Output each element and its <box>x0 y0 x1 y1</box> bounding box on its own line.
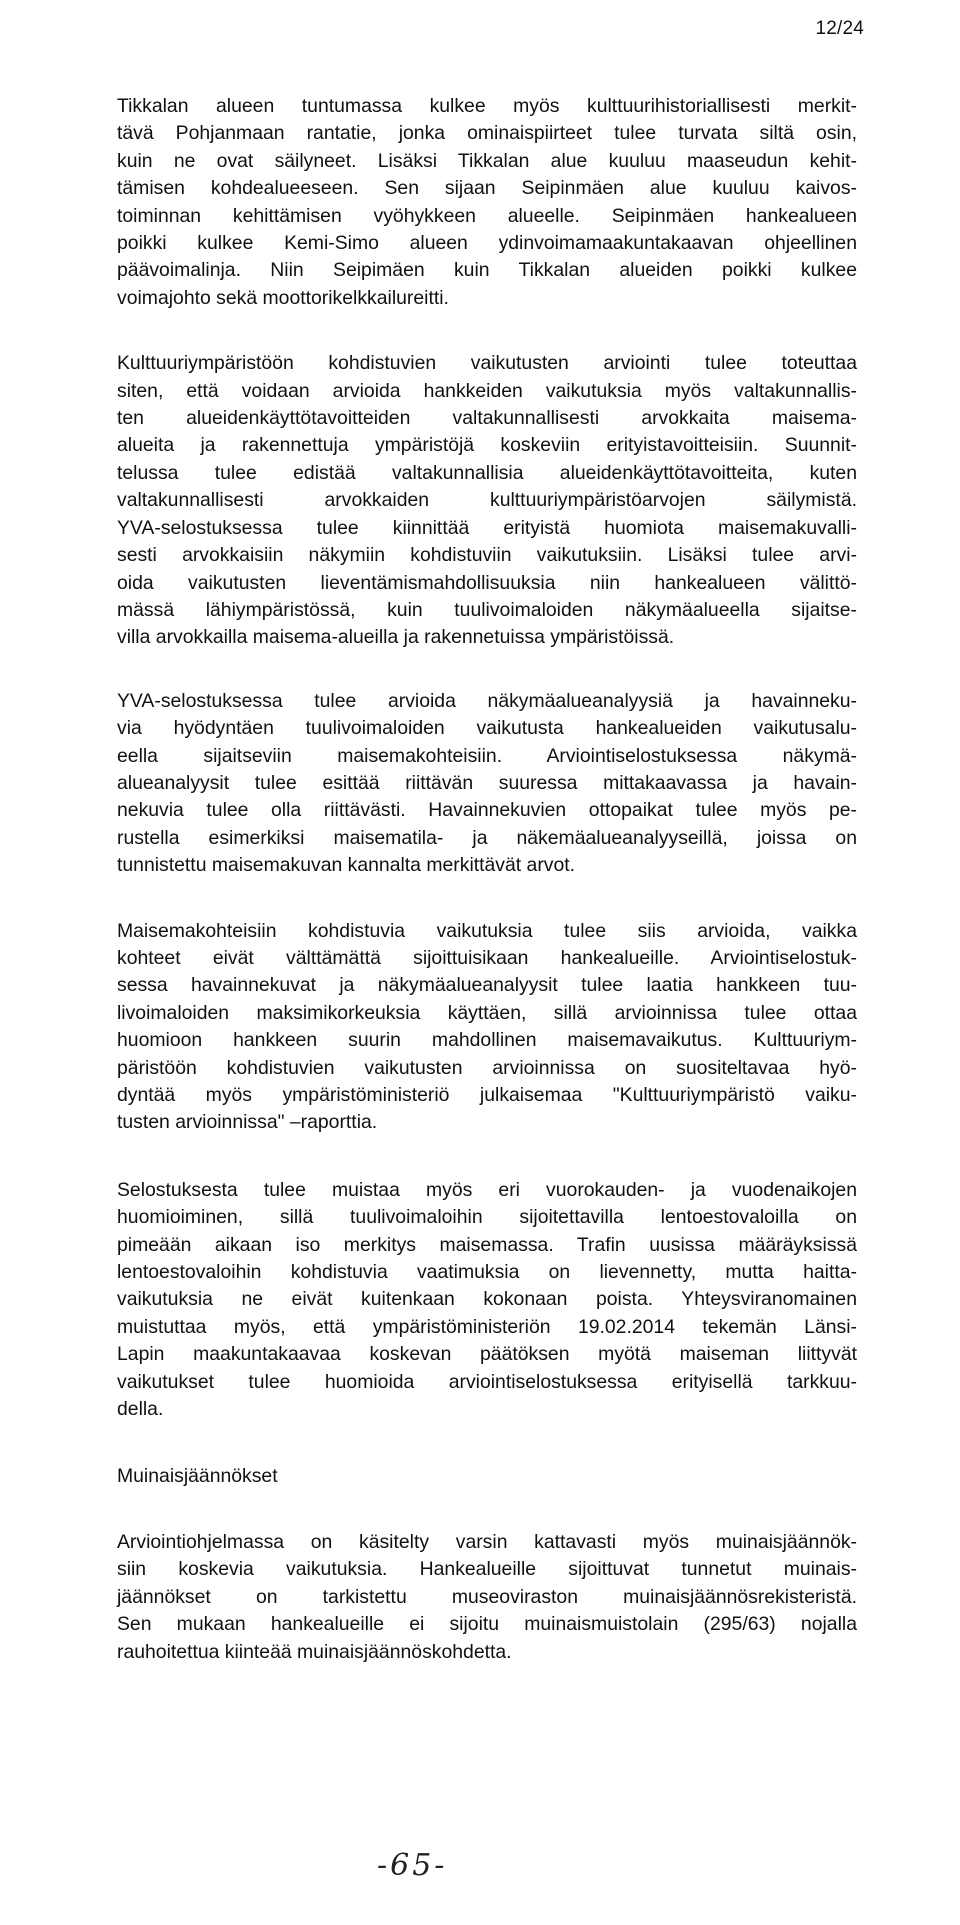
text-line: nekuvia tulee olla riittävästi. Havainnekuvien ottopaikat tulee myös pe- <box>117 799 857 822</box>
section-heading: Muinaisjäännökset <box>117 1465 278 1488</box>
text-line: telussa tulee edistää valtakunnallisia alueidenkäyttötavoitteita, kuten <box>117 461 857 484</box>
text-line: della. <box>117 1398 164 1421</box>
text-line: siin koskevia vaikutuksia. Hankealueille sijoittuvat tunnetut muinais- <box>117 1558 857 1581</box>
text-line: rauhoitettua kiinteää muinaisjäännöskohdetta. <box>117 1640 512 1663</box>
text-line: Arviointiohjelmassa on käsitelty varsin kattavasti myös muinaisjäännök- <box>117 1530 857 1553</box>
text-line: kuin ne ovat säilyneet. Lisäksi Tikkalan alue kuuluu maaseudun kehit- <box>117 149 857 172</box>
text-line: muistuttaa myös, että ympäristöministeriön 19.02.2014 tekemän Länsi- <box>117 1315 857 1338</box>
paragraph-nakymaalueanalyysi <box>117 688 857 880</box>
text-line: vaikutukset tulee huomioida arviointiselostuksessa erityisellä tarkkuu- <box>117 1370 857 1393</box>
text-line: tävä Pohjanmaan rantatie, jonka ominaispiirteet tulee turvata siltä osin, <box>117 122 857 145</box>
text-line: tunnistettu maisemakuvan kannalta merkittävät arvot. <box>117 854 576 877</box>
text-line: Sen mukaan hankealueille ei sijoitu muinaismuistolain (295/63) nojalla <box>117 1613 857 1636</box>
text-line: livoimaloiden maksimikorkeuksia käyttäen, sillä arvioinnissa tulee ottaa <box>117 1001 857 1024</box>
text-line: dyntää myös ympäristöministeriö julkaisemaa "Kulttuuriympäristö vaiku- <box>117 1084 857 1106</box>
text-line: mässä lähiympäristössä, kuin tuulivoimaloiden näkymäalueella sijaitse- <box>117 598 857 621</box>
text-line: huomioiminen, sillä tuulivoimaloihin sijoitettavilla lentoestovaloilla on <box>117 1206 857 1229</box>
text-line: lentoestovaloihin kohdistuvia vaatimuksia on lievennetty, mutta haitta- <box>117 1261 857 1284</box>
text-line: päävoimalinja. Niin Seipimäen kuin Tikkalan alueiden poikki kulkee <box>117 259 857 282</box>
text-line: sessa havainnekuvat ja näkymäalueanalyysit tulee laatia hankkeen tuu- <box>117 974 857 997</box>
page-number: 12/24 <box>815 18 864 39</box>
paragraph-rantatie <box>117 93 857 312</box>
paragraph-maisemakohteet <box>117 918 857 1137</box>
text-line: Selostuksesta tulee muistaa myös eri vuorokauden- ja vuodenaikojen <box>117 1178 857 1201</box>
text-line: eella sijaitseviin maisemakohteisiin. Arviointiselostuksessa näkymä- <box>117 744 857 767</box>
paragraph-muinaisjaannokset <box>117 1529 857 1666</box>
text-line: YVA-selostuksessa tulee arvioida näkymäalueanalyysiä ja havainneku- <box>117 689 857 712</box>
text-line: päristöön kohdistuvien vaikutusten arvioinnissa on suositeltavaa hyö- <box>117 1056 857 1079</box>
text-line: ten alueidenkäyttötavoitteiden valtakunnallisesti arvokkaita maisema- <box>117 407 857 430</box>
text-line: alueanalyysit tulee esittää riittävän suuressa mittakaavassa ja havain- <box>117 771 857 794</box>
text-line: tämisen kohdealueeseen. Sen sijaan Seipinmäen alue kuuluu kaivos- <box>117 177 857 200</box>
text-line: jäännökset on tarkistettu museoviraston muinaisjäännösrekisteristä. <box>117 1585 857 1608</box>
text-line: tusten arvioinnissa" –raporttia. <box>117 1111 378 1134</box>
text-line: pimeään aikaan iso merkitys maisemassa. Trafin uusissa määräyksissä <box>117 1233 857 1256</box>
text-line: siten, että voidaan arvioida hankkeiden vaikutuksia myös valtakunnallis- <box>117 379 857 402</box>
text-line: vaikutuksia ne eivät kuitenkaan kokonaan poista. Yhteysviranomainen <box>117 1288 857 1311</box>
text-line: YVA-selostuksessa tulee kiinnittää erityistä huomiota maisemakuvalli- <box>117 516 857 539</box>
paragraph-kulttuuriymparisto <box>117 350 857 651</box>
text-line: poikki kulkee Kemi-Simo alueen ydinvoimamaakuntakaavan ohjeellinen <box>117 232 857 255</box>
text-line: villa arvokkailla maisema-alueilla ja rakennetuissa ympäristöissä. <box>117 626 675 649</box>
handwritten-page-mark: -65- <box>377 1848 448 1883</box>
paragraph-lentoestovalot <box>117 1177 857 1424</box>
text-line: Tikkalan alueen tuntumassa kulkee myös kulttuurihistoriallisesti merkit- <box>117 95 857 117</box>
text-line: Kulttuuriympäristöön kohdistuvien vaikutusten arviointi tulee toteuttaa <box>117 352 857 375</box>
text-line: oida vaikutusten lieventämismahdollisuuksia niin hankealueen välittö- <box>117 571 857 594</box>
document-body <box>117 93 857 1666</box>
text-line: valtakunnallisesti arvokkaiden kulttuuriympäristöarvojen säilymistä. <box>117 489 857 512</box>
text-line: Maisemakohteisiin kohdistuvia vaikutuksia tulee siis arvioida, vaikka <box>117 919 857 942</box>
text-line: toiminnan kehittämisen vyöhykkeen alueelle. Seipinmäen hankealueen <box>117 204 857 227</box>
text-line: kohteet eivät välttämättä sijoittuisikaan hankealueille. Arviointiselostuk- <box>117 946 857 969</box>
text-line: voimajohto sekä moottorikelkkailureitti. <box>117 286 449 309</box>
text-line: Lapin maakuntakaavaa koskevan päätöksen myötä maiseman liittyvät <box>117 1343 857 1366</box>
text-line: sesti arvokkaisiin näkymiin kohdistuviin vaikutuksiin. Lisäksi tulee arvi- <box>117 544 857 567</box>
text-line: via hyödyntäen tuulivoimaloiden vaikutusta hankealueiden vaikutusalu- <box>117 717 857 740</box>
text-line: alueita ja rakennettuja ympäristöjä koskeviin erityistavoitteisiin. Suunnit- <box>117 434 857 457</box>
text-line: rustella esimerkiksi maisematila- ja näkemäalueanalyyseillä, joissa on <box>117 826 857 849</box>
text-line: huomioon hankkeen suurin mahdollinen maisemavaikutus. Kulttuuriym- <box>117 1029 857 1052</box>
